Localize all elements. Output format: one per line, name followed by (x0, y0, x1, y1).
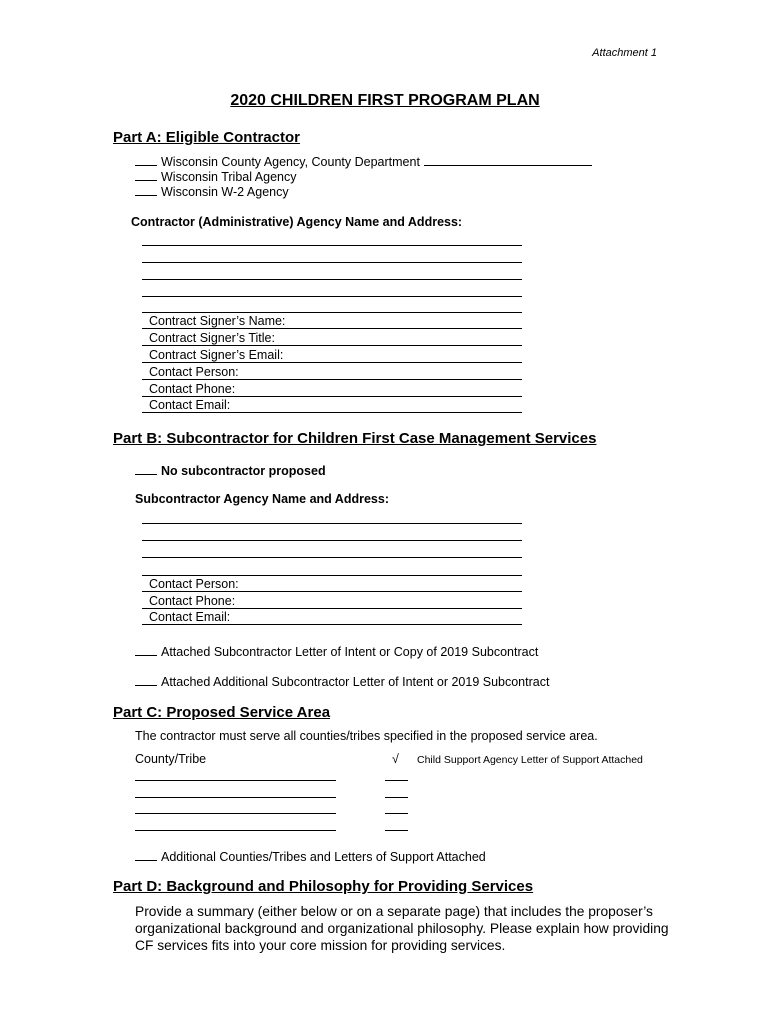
contact-phone-field[interactable]: Contact Phone: (142, 381, 522, 397)
county-line-4[interactable] (135, 830, 336, 831)
option-tribal-label: Wisconsin Tribal Agency (161, 170, 297, 184)
page-title-text: 2020 CHILDREN FIRST PROGRAM PLAN (230, 92, 540, 109)
part-c-heading: Part C: Proposed Service Area (113, 704, 331, 721)
service-area-intro: The contractor must serve all counties/tribes specified in the proposed service area. (135, 729, 598, 743)
no-subcontractor-label: No subcontractor proposed (161, 464, 326, 478)
county-department-blank[interactable] (424, 154, 592, 166)
county-tribe-column-label: County/Tribe (135, 752, 207, 766)
letter-check-line-2[interactable] (385, 797, 408, 798)
no-subcontractor-option[interactable] (135, 463, 326, 478)
signer-email-field[interactable]: Contract Signer’s Email: (142, 347, 522, 363)
contact-person-field[interactable]: Contact Person: (142, 364, 522, 380)
additional-counties-label: Additional Counties/Tribes and Letters of Support Attached (161, 850, 486, 864)
sub-contact-email-field[interactable]: Contact Email: (142, 609, 522, 625)
letter-check-line-1[interactable] (385, 780, 408, 781)
contractor-address-line-3[interactable] (142, 279, 522, 280)
part-b-heading: Part B: Subcontractor for Children First Case Management Services (113, 430, 597, 447)
part-d-instructions: Provide a summary (either below or on a separate page) that includes the proposer’s organizational background and organizational philosophy. Please explain how providing CF services fits into your core mission for providing services. (135, 904, 669, 953)
letter-check-line-3[interactable] (385, 813, 408, 814)
county-line-1[interactable] (135, 780, 336, 781)
sub-contact-person-field[interactable]: Contact Person: (142, 576, 522, 592)
county-line-3[interactable] (135, 813, 336, 814)
option-w2-label: Wisconsin W-2 Agency (161, 185, 289, 199)
checkbox-blank-county[interactable] (135, 154, 157, 166)
subcontractor-agency-label: Subcontractor Agency Name and Address: (135, 492, 389, 506)
contact-email-field[interactable]: Contact Email: (142, 397, 522, 413)
part-d-heading: Part D: Background and Philosophy for Providing Services (113, 878, 534, 895)
contractor-address-line-2[interactable] (142, 262, 522, 263)
attached-additional-label: Attached Additional Subcontractor Letter of Intent or 2019 Subcontract (161, 675, 550, 689)
checkbox-blank-no-sub[interactable] (135, 463, 157, 475)
sub-contact-phone-field[interactable]: Contact Phone: (142, 593, 522, 609)
checkbox-blank-attached-1[interactable] (135, 644, 157, 656)
sub-address-line-2[interactable] (142, 540, 522, 541)
sub-address-line-1[interactable] (142, 523, 522, 524)
contractor-address-line-1[interactable] (142, 245, 522, 246)
additional-counties-option[interactable] (135, 849, 486, 864)
checkbox-blank-attached-2[interactable] (135, 674, 157, 686)
attached-additional-option[interactable] (135, 674, 549, 689)
option-tribal[interactable] (135, 169, 296, 184)
check-mark-icon: √ (392, 752, 399, 766)
letter-check-line-4[interactable] (385, 830, 408, 831)
county-line-2[interactable] (135, 797, 336, 798)
attached-subcontract-option[interactable] (135, 644, 538, 659)
checkbox-blank-tribal[interactable] (135, 169, 157, 181)
attached-subcontract-label: Attached Subcontractor Letter of Intent or Copy of 2019 Subcontract (161, 645, 539, 659)
sub-address-line-3[interactable] (142, 557, 522, 558)
option-county[interactable] (135, 154, 592, 169)
page-title (0, 92, 770, 110)
attachment-label: Attachment 1 (592, 47, 657, 59)
part-a-heading: Part A: Eligible Contractor (113, 129, 300, 146)
letter-of-support-column-label: Child Support Agency Letter of Support Attached (417, 754, 643, 766)
signer-title-field[interactable]: Contract Signer’s Title: (142, 330, 522, 346)
contractor-address-line-4[interactable] (142, 296, 522, 297)
contractor-agency-label: Contractor (Administrative) Agency Name and Address: (131, 215, 463, 229)
option-county-label: Wisconsin County Agency, County Department (161, 155, 420, 169)
option-w2[interactable] (135, 184, 289, 199)
signer-name-field[interactable]: Contract Signer’s Name: (142, 313, 522, 329)
checkbox-blank-w2[interactable] (135, 184, 157, 196)
checkbox-blank-additional[interactable] (135, 849, 157, 861)
